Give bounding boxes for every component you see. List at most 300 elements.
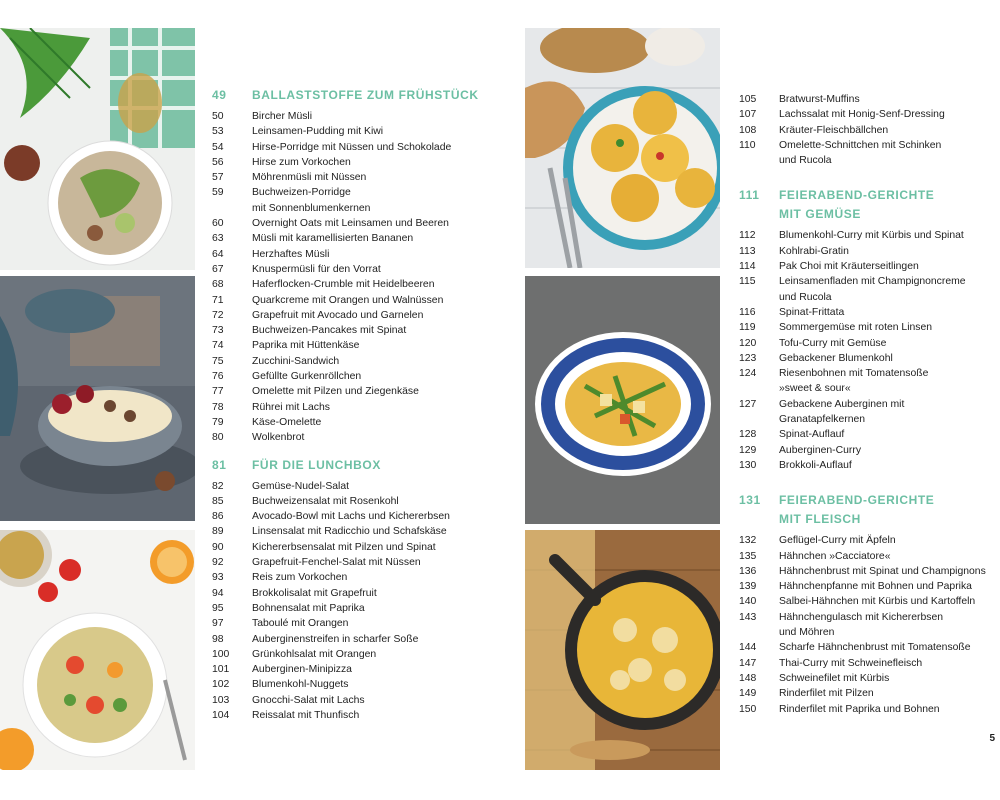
entry-title-line: Kichererbsensalat mit Pilzen und Spinat <box>252 541 436 553</box>
entry-title-line: Hähnchengulasch mit Kichererbsen <box>779 611 944 623</box>
toc-right-column <box>739 92 997 717</box>
entry-page-number: 60 <box>212 218 224 230</box>
toc-entry <box>212 555 512 570</box>
entry-title-line: Overnight Oats mit Leinsamen und Beeren <box>252 218 449 230</box>
photo-chicken-curry-pan <box>525 530 720 770</box>
section-title: BALLASTSTOFFE ZUM FRÜHSTÜCK <box>252 88 479 102</box>
toc-entry <box>739 656 997 671</box>
entry-title-line: Leinsamen-Pudding mit Kiwi <box>252 126 384 138</box>
entry-page-number: 75 <box>212 355 224 367</box>
section-page-number: 49 <box>212 88 227 102</box>
entry-title-line: Reissalat mit Thunfisch <box>252 709 360 721</box>
entry-title-line: Bratwurst-Muffins <box>779 94 860 105</box>
entry-title-line: Avocado-Bowl mit Lachs und Kichererbsen <box>252 511 450 523</box>
entry-title-line: Salbei-Hähnchen mit Kürbis und Kartoffeln <box>779 596 976 608</box>
entry-title <box>779 320 997 335</box>
toc-entry <box>739 397 997 428</box>
toc-entry <box>212 308 512 323</box>
entry-title <box>252 354 512 369</box>
entry-title <box>252 555 512 570</box>
entry-title-line: Hähnchen »Cacciatore« <box>779 550 891 562</box>
entry-title <box>252 109 512 124</box>
toc-entry <box>739 366 997 397</box>
entry-page-number: 107 <box>739 109 757 121</box>
entry-list <box>739 533 997 717</box>
entry-page-number: 97 <box>212 618 224 630</box>
toc-entry <box>212 155 512 170</box>
entry-title <box>779 458 997 473</box>
toc-entry <box>739 549 997 564</box>
entry-page-number: 110 <box>739 139 756 151</box>
entry-page-number: 80 <box>212 432 224 444</box>
entry-page-number: 119 <box>739 322 756 334</box>
toc-entry <box>739 579 997 594</box>
toc-entry <box>212 708 512 723</box>
entry-page-number: 128 <box>739 429 757 441</box>
section-heading <box>739 491 997 529</box>
toc-entry <box>739 702 997 717</box>
entry-page-number: 132 <box>739 535 757 547</box>
entry-list <box>739 228 997 473</box>
toc-entry <box>739 610 997 641</box>
entry-title-line: und Rucola <box>779 155 832 167</box>
toc-entry <box>212 354 512 369</box>
entry-title-line: Hähnchenbrust mit Spinat und Champignons <box>779 565 986 577</box>
section-heading <box>212 456 512 475</box>
entry-title <box>252 338 512 353</box>
toc-entry <box>739 686 997 701</box>
entry-title <box>779 397 997 428</box>
entry-page-number: 139 <box>739 581 757 593</box>
entry-title-line: Wolkenbrot <box>252 432 305 444</box>
entry-title-line: Linsensalat mit Radicchio und Schafskäse <box>252 526 447 538</box>
entry-page-number: 85 <box>212 495 224 507</box>
entry-page-number: 114 <box>739 261 756 273</box>
section-title <box>779 186 997 224</box>
entry-title <box>252 247 512 262</box>
entry-title-line: Omelette mit Pilzen und Ziegenkäse <box>252 386 419 398</box>
entry-title <box>252 494 512 509</box>
entry-title-line: Riesenbohnen mit Tomatensoße <box>779 368 929 380</box>
entry-page-number: 98 <box>212 633 224 645</box>
toc-entry <box>739 138 997 169</box>
entry-title <box>779 107 997 122</box>
entry-title-line: Grünkohlsalat mit Orangen <box>252 648 377 660</box>
entry-title-line: Spinat-Frittata <box>779 306 845 318</box>
entry-title <box>252 415 512 430</box>
photo-muesli-bowl <box>0 28 195 270</box>
entry-title-line: Hirse-Porridge mit Nüssen und Schokolade <box>252 141 452 153</box>
entry-page-number: 86 <box>212 511 224 523</box>
entry-page-number: 148 <box>739 672 757 684</box>
toc-entry <box>739 305 997 320</box>
entry-title-line: und Rucola <box>779 291 832 303</box>
entry-page-number: 71 <box>212 294 224 306</box>
entry-title <box>252 369 512 384</box>
entry-title <box>779 579 997 594</box>
entry-title-line: Brokkolisalat mit Grapefruit <box>252 587 377 599</box>
entry-title-line: Spinat-Auflauf <box>779 429 845 441</box>
toc-entry <box>739 564 997 579</box>
entry-title-line: Grapefruit mit Avocado und Garnelen <box>252 309 424 321</box>
entry-page-number: 100 <box>212 648 230 660</box>
photo-tabbouleh-salad <box>0 530 195 770</box>
entry-page-number: 72 <box>212 309 224 321</box>
entry-title <box>252 124 512 139</box>
toc-entry <box>739 274 997 305</box>
toc-entry <box>739 259 997 274</box>
entry-title-line: Knuspermüsli für den Vorrat <box>252 263 381 275</box>
entry-title <box>779 92 997 107</box>
entry-title <box>779 702 997 717</box>
entry-title <box>252 586 512 601</box>
entry-page-number: 147 <box>739 657 757 669</box>
entry-title <box>779 549 997 564</box>
toc-entry <box>212 124 512 139</box>
entry-title <box>779 443 997 458</box>
entry-title <box>252 708 512 723</box>
entry-list <box>212 109 512 446</box>
entry-page-number: 127 <box>739 398 757 410</box>
entry-title <box>779 427 997 442</box>
entry-list <box>739 92 997 168</box>
entry-title <box>779 259 997 274</box>
entry-title <box>252 231 512 246</box>
entry-title <box>779 640 997 655</box>
toc-entry <box>739 92 997 107</box>
toc-entry <box>212 509 512 524</box>
entry-title <box>252 677 512 692</box>
entry-title-line: Hähnchenpfanne mit Bohnen und Paprika <box>779 581 972 593</box>
toc-entry <box>212 369 512 384</box>
entry-title <box>779 656 997 671</box>
toc-entry <box>212 185 512 216</box>
entry-title-line: und Möhren <box>779 627 835 639</box>
entry-title <box>252 430 512 445</box>
toc-entry <box>739 640 997 655</box>
entry-title-line: Müsli mit karamellisierten Bananen <box>252 233 414 245</box>
entry-page-number: 129 <box>739 444 757 456</box>
entry-page-number: 150 <box>739 703 757 715</box>
toc-entry <box>212 632 512 647</box>
toc-entry <box>739 336 997 351</box>
entry-title <box>252 140 512 155</box>
entry-page-number: 115 <box>739 276 756 288</box>
entry-page-number: 102 <box>212 679 230 691</box>
section-page-number: 81 <box>212 457 227 472</box>
entry-title-line: Bircher Müsli <box>252 111 313 122</box>
entry-page-number: 130 <box>739 459 757 471</box>
section-title: FÜR DIE LUNCHBOX <box>252 457 381 472</box>
entry-title <box>779 244 997 259</box>
entry-title <box>252 616 512 631</box>
entry-title <box>252 570 512 585</box>
entry-title-line: Buchweizen-Porridge <box>252 187 351 199</box>
entry-page-number: 68 <box>212 279 224 291</box>
entry-page-number: 78 <box>212 401 224 413</box>
toc-entry <box>212 479 512 494</box>
entry-title <box>779 366 997 397</box>
toc-entry <box>212 140 512 155</box>
toc-entry <box>739 123 997 138</box>
entry-title-line: Haferflocken-Crumble mit Heidelbeeren <box>252 279 435 291</box>
entry-page-number: 124 <box>739 368 757 380</box>
entry-title <box>252 384 512 399</box>
toc-section-vegetable-dinners <box>739 186 997 473</box>
entry-title-line: Quarkcreme mit Orangen und Walnüssen <box>252 294 444 306</box>
entry-title-line: Herzhaftes Müsli <box>252 248 330 260</box>
toc-section-lunchbox <box>212 456 512 724</box>
entry-title-line: Pak Choi mit Kräuterseitlingen <box>779 261 919 273</box>
entry-page-number: 64 <box>212 248 224 260</box>
entry-title-line: Auberginen-Curry <box>779 444 862 456</box>
entry-title <box>252 479 512 494</box>
entry-title <box>779 686 997 701</box>
entry-page-number: 90 <box>212 541 224 553</box>
entry-title-line: Kohlrabi-Gratin <box>779 245 849 257</box>
entry-title-line: Thai-Curry mit Schweinefleisch <box>779 657 923 669</box>
toc-entry <box>212 662 512 677</box>
entry-title-line: Blumenkohl-Nuggets <box>252 679 349 691</box>
toc-entry <box>739 244 997 259</box>
toc-entry <box>212 601 512 616</box>
entry-title <box>252 323 512 338</box>
entry-page-number: 54 <box>212 141 224 153</box>
entry-title <box>252 262 512 277</box>
page-number: 5 <box>989 733 995 744</box>
entry-page-number: 82 <box>212 480 224 492</box>
entry-title <box>779 671 997 686</box>
entry-page-number: 74 <box>212 340 224 352</box>
entry-page-number: 120 <box>739 337 757 349</box>
toc-entry <box>212 216 512 231</box>
toc-entry <box>739 351 997 366</box>
toc-section-breakfast <box>212 86 512 446</box>
entry-page-number: 149 <box>739 688 757 700</box>
toc-entry <box>212 616 512 631</box>
entry-page-number: 104 <box>212 709 230 721</box>
entry-title-line: mit Sonnenblumenkernen <box>252 202 371 214</box>
toc-entry <box>212 231 512 246</box>
toc-entry <box>739 594 997 609</box>
entry-page-number: 63 <box>212 233 224 245</box>
entry-title-line: Rinderfilet mit Pilzen <box>779 688 874 700</box>
entry-title <box>779 228 997 243</box>
entry-page-number: 112 <box>739 230 756 242</box>
entry-title <box>252 216 512 231</box>
entry-page-number: 136 <box>739 565 757 577</box>
entry-title <box>779 594 997 609</box>
entry-title-line: Sommergemüse mit roten Linsen <box>779 322 933 334</box>
entry-title <box>779 336 997 351</box>
entry-title-line: Granatapfelkernen <box>779 414 866 426</box>
entry-page-number: 116 <box>739 306 756 318</box>
entry-page-number: 59 <box>212 187 224 199</box>
entry-page-number: 143 <box>739 611 757 623</box>
entry-title <box>779 533 997 548</box>
entry-title-line: Buchweizensalat mit Rosenkohl <box>252 495 399 507</box>
entry-page-number: 101 <box>212 664 230 676</box>
entry-page-number: 123 <box>739 352 757 364</box>
entry-title-line: Paprika mit Hüttenkäse <box>252 340 360 352</box>
toc-entry <box>212 430 512 445</box>
entry-page-number: 57 <box>212 172 224 184</box>
entry-title-line: Leinsamenfladen mit Champignoncreme <box>779 276 966 288</box>
entry-title <box>252 293 512 308</box>
entry-title-line: Lachssalat mit Honig-Senf-Dressing <box>779 109 945 121</box>
entry-title <box>779 123 997 138</box>
entry-page-number: 92 <box>212 557 224 569</box>
entry-page-number: 105 <box>739 94 757 105</box>
entry-title-line: Hirse zum Vorkochen <box>252 156 351 168</box>
entry-page-number: 76 <box>212 371 224 383</box>
entry-title <box>252 400 512 415</box>
entry-title <box>252 601 512 616</box>
entry-title-line: Rinderfilet mit Paprika und Bohnen <box>779 703 940 715</box>
entry-title-line: Zucchini-Sandwich <box>252 355 340 367</box>
entry-page-number: 95 <box>212 602 224 614</box>
toc-entry <box>212 384 512 399</box>
entry-title <box>252 308 512 323</box>
entry-title-line: Gebackene Auberginen mit <box>779 398 905 410</box>
toc-entry <box>212 247 512 262</box>
toc-entry <box>739 427 997 442</box>
entry-title-line: Schweinefilet mit Kürbis <box>779 672 890 684</box>
entry-title-line: Kräuter-Fleischbällchen <box>779 124 889 136</box>
entry-title-line: Taboulé mit Orangen <box>252 618 349 630</box>
toc-entry <box>739 533 997 548</box>
toc-entry <box>212 647 512 662</box>
toc-entry <box>739 228 997 243</box>
entry-title <box>779 351 997 366</box>
entry-title-line: Buchweizen-Pancakes mit Spinat <box>252 325 407 337</box>
entry-title <box>252 509 512 524</box>
entry-page-number: 50 <box>212 111 224 122</box>
entry-title <box>779 564 997 579</box>
entry-page-number: 77 <box>212 386 224 398</box>
toc-entry <box>212 693 512 708</box>
entry-page-number: 56 <box>212 156 224 168</box>
section-heading <box>212 86 512 105</box>
photo-bratwurst-muffins <box>525 28 720 268</box>
section-title-line: FEIERABEND-GERICHTE <box>779 493 935 508</box>
entry-page-number: 79 <box>212 416 224 428</box>
entry-page-number: 135 <box>739 550 757 562</box>
section-page-number: 131 <box>739 493 761 508</box>
entry-title-line: Omelette-Schnittchen mit Schinken <box>779 139 942 151</box>
entry-page-number: 67 <box>212 263 224 275</box>
toc-left-column <box>212 86 512 723</box>
toc-entry <box>739 458 997 473</box>
toc-entry <box>212 494 512 509</box>
entry-page-number: 108 <box>739 124 757 136</box>
entry-title <box>252 662 512 677</box>
section-title-line: FEIERABEND-GERICHTE <box>779 188 935 203</box>
entry-title <box>252 277 512 292</box>
entry-title <box>252 155 512 170</box>
entry-title-line: Geflügel-Curry mit Äpfeln <box>779 535 896 547</box>
entry-title-line: Rührei mit Lachs <box>252 401 330 413</box>
entry-title-line: Auberginen-Minipizza <box>252 664 352 676</box>
entry-title <box>252 647 512 662</box>
toc-entry <box>739 107 997 122</box>
entry-title-line: Gemüse-Nudel-Salat <box>252 480 350 492</box>
entry-title-line: Gefüllte Gurkenröllchen <box>252 371 362 383</box>
entry-title-line: Blumenkohl-Curry mit Kürbis und Spinat <box>779 230 964 242</box>
entry-title <box>779 138 997 169</box>
entry-title-line: Gnocchi-Salat mit Lachs <box>252 694 365 706</box>
toc-entry <box>739 443 997 458</box>
entry-page-number: 94 <box>212 587 224 599</box>
entry-title <box>252 632 512 647</box>
entry-page-number: 93 <box>212 572 224 584</box>
toc-entry <box>212 338 512 353</box>
entry-title-line: Scharfe Hähnchenbrust mit Tomatensoße <box>779 642 971 654</box>
entry-title <box>779 610 997 641</box>
toc-entry <box>212 262 512 277</box>
entry-list <box>212 479 512 724</box>
entry-title <box>779 305 997 320</box>
entry-title <box>252 185 512 216</box>
entry-title-line: Bohnensalat mit Paprika <box>252 602 365 614</box>
entry-title-line: Möhrenmüsli mit Nüssen <box>252 172 367 184</box>
section-title-line: MIT FLEISCH <box>779 512 861 527</box>
toc-entry <box>212 586 512 601</box>
entry-title-line: Grapefruit-Fenchel-Salat mit Nüssen <box>252 557 421 569</box>
toc-entry <box>212 524 512 539</box>
entry-page-number: 53 <box>212 126 224 138</box>
toc-entry <box>212 109 512 124</box>
toc-entry <box>212 540 512 555</box>
entry-page-number: 144 <box>739 642 757 654</box>
toc-entry <box>212 293 512 308</box>
entry-page-number: 113 <box>739 245 756 257</box>
entry-title <box>252 524 512 539</box>
toc-entry <box>212 415 512 430</box>
entry-title <box>252 693 512 708</box>
section-title <box>779 491 997 529</box>
entry-title-line: Tofu-Curry mit Gemüse <box>779 337 887 349</box>
entry-title-line: Reis zum Vorkochen <box>252 572 348 584</box>
entry-title-line: »sweet & sour« <box>779 383 851 395</box>
photo-tofu-curry <box>525 276 720 524</box>
entry-title-line: Brokkoli-Auflauf <box>779 459 852 471</box>
entry-page-number: 73 <box>212 325 224 337</box>
toc-entry <box>212 400 512 415</box>
toc-entry <box>212 277 512 292</box>
entry-title-line: Gebackener Blumenkohl <box>779 352 893 364</box>
entry-title-line: Auberginenstreifen in scharfer Soße <box>252 633 419 645</box>
entry-title <box>252 540 512 555</box>
section-heading <box>739 186 997 224</box>
section-title-line: MIT GEMÜSE <box>779 207 862 222</box>
toc-entry <box>212 677 512 692</box>
entry-title <box>779 274 997 305</box>
toc-entry <box>739 320 997 335</box>
toc-entry <box>212 323 512 338</box>
entry-title-line: Käse-Omelette <box>252 416 322 428</box>
toc-entry <box>212 570 512 585</box>
toc-section-meat-dinners <box>739 491 997 717</box>
photo-quark-dessert <box>0 276 195 521</box>
entry-title <box>252 170 512 185</box>
entry-page-number: 103 <box>212 694 230 706</box>
entry-page-number: 140 <box>739 596 757 608</box>
toc-entry <box>212 170 512 185</box>
toc-entry <box>739 671 997 686</box>
entry-page-number: 89 <box>212 526 224 538</box>
section-page-number: 111 <box>739 188 760 203</box>
